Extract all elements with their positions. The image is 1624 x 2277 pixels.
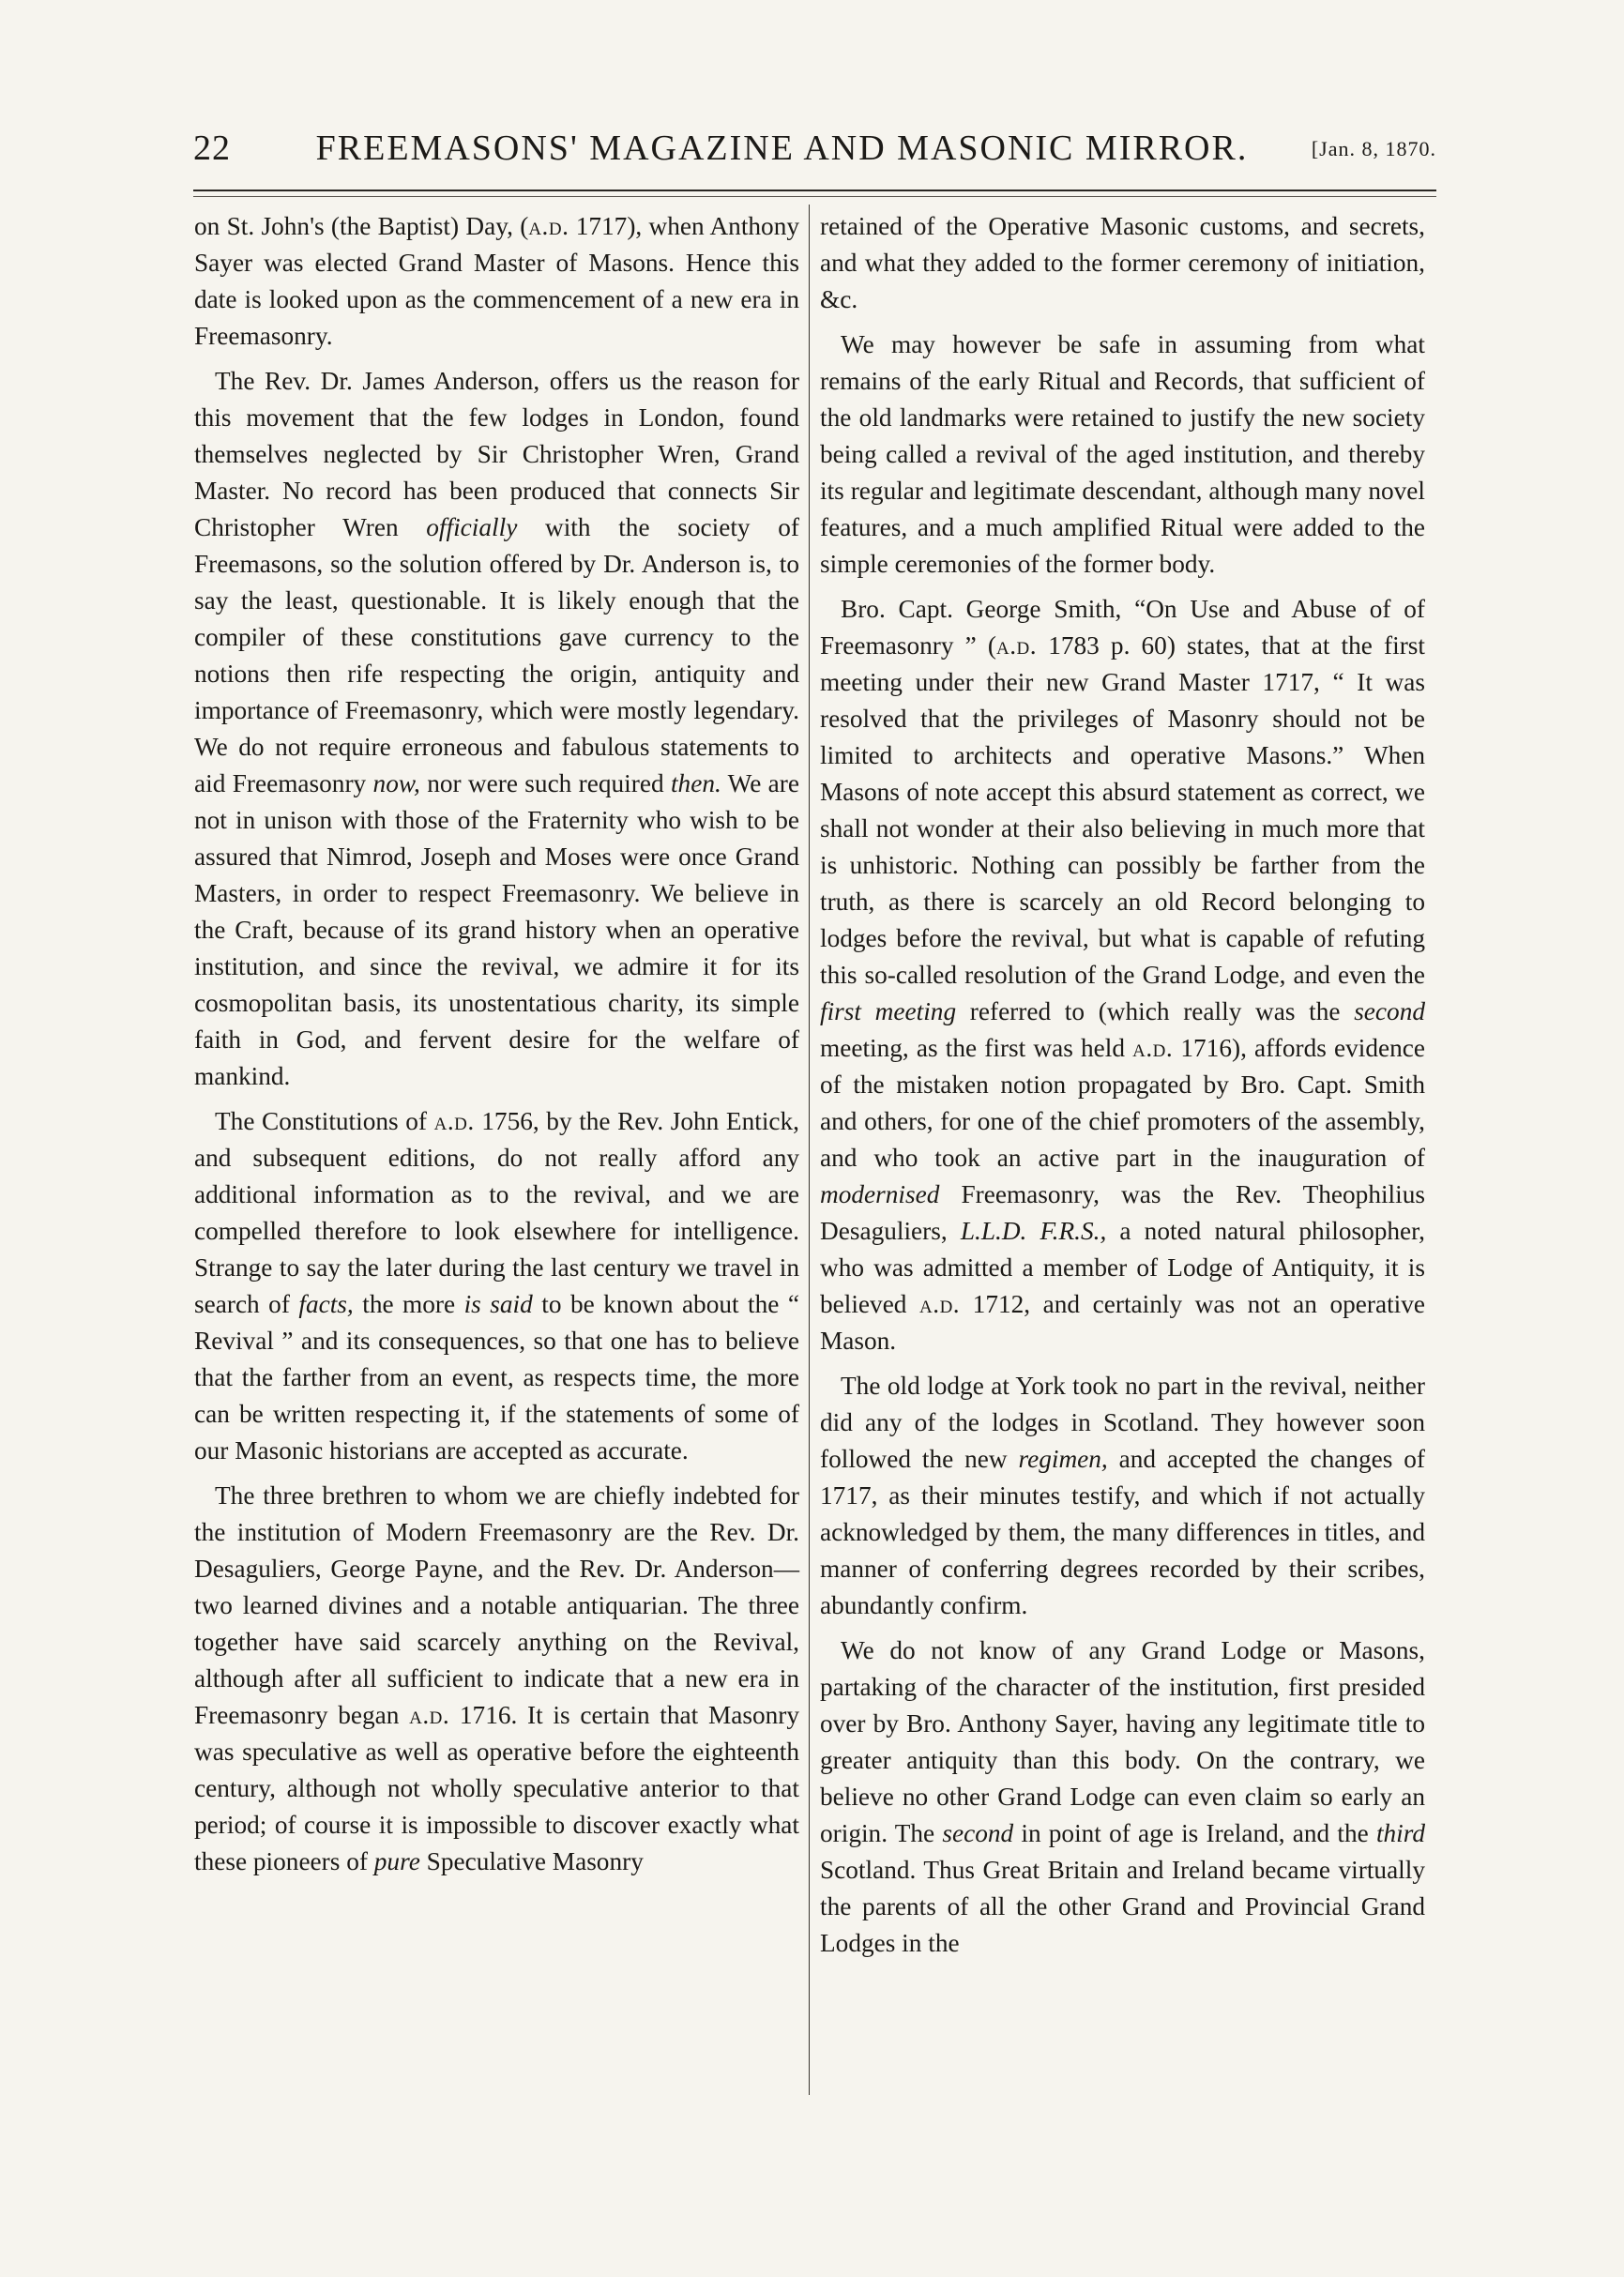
paragraph bbox=[820, 1632, 1425, 1962]
italic-text: officially bbox=[426, 513, 518, 541]
italic-text: third bbox=[1375, 1819, 1426, 1847]
header-rule-thin bbox=[193, 196, 1436, 197]
text-run: We do not know of any Grand Lodge or Masons, partaking of the character of the institution, first presided over by Bro. Anthony Sayer, having any legitimate title to greater antiquity than this body. On the contrary, we believe no other Grand Lodge can even claim so early an origin. The bbox=[820, 1636, 1425, 1847]
text-run: 1783 p. 60) states, that at the first meeting under their new Grand Master 1717, “ It was resolved that the privileges of Masonry should not be limited to architects and operative Masons.” When Masons of note accept this absurd statement as correct, we shall not wonder at their also believing in much more that is unhistoric. Nothing can possibly be farther from the truth, as there is scarcely an old Record belonging to lodges before the revival, but what is capable of refuting this so-called resolution of the Grand Lodge, and even the bbox=[820, 631, 1425, 989]
text-run: Scotland. Thus Great Britain and Ireland became virtually the parents of all the other Grand and Provincial Grand Lodges in the bbox=[820, 1856, 1425, 1957]
page-header bbox=[193, 128, 1436, 190]
italic-text: is said bbox=[463, 1290, 533, 1318]
header-rule bbox=[193, 190, 1436, 191]
text-run: nor were such required bbox=[419, 769, 671, 797]
text-run: referred to (which really was the bbox=[956, 997, 1355, 1025]
text-run: 1716), affords evidence of the mistaken notion propagated by Bro. Capt. Smith and others, for one of the chief promoters of the assembly, and who took an active part in the inauguration of bbox=[820, 1034, 1425, 1172]
paragraph bbox=[194, 208, 799, 355]
text-run: The Rev. Dr. James Anderson, offers us the reason for this movement that the few lodges in London, found themselves neglected by Sir Christopher Wren, Grand Master. No record has been produced that connects Sir Christopher Wren bbox=[194, 367, 799, 541]
issue-date: [Jan. 8, 1870. bbox=[1311, 137, 1436, 160]
era-abbrev: a.d. bbox=[1132, 1034, 1174, 1062]
paragraph bbox=[194, 1103, 799, 1469]
era-abbrev: a.d. bbox=[995, 631, 1038, 660]
italic-text: L.L.D. F.R.S., bbox=[960, 1217, 1107, 1245]
paragraph bbox=[194, 1478, 799, 1880]
left-column bbox=[194, 208, 799, 1889]
italic-text: regimen, bbox=[1018, 1445, 1108, 1473]
text-run: the more bbox=[353, 1290, 464, 1318]
paragraph bbox=[194, 363, 799, 1095]
text-run: meeting, as the first was held bbox=[820, 1034, 1133, 1062]
text-run: 1717), when Anthony Sayer was elected Grand Master of Masons. Hence this date is looked upon as the commencement of a new era in Freemasonry. bbox=[194, 212, 800, 350]
text-run: 1716. It is certain that Masonry was speculative as well as operative before the eighteenth century, although not wholly speculative anterior to that period; of course it is impossible to discover exactly what these pioneers of bbox=[194, 1701, 799, 1875]
text-run: 1756, by the Rev. John Entick, and subsequent editions, do not really afford any additional information as to the revival, and we are compelled therefore to look elsewhere for intelligence. Strange to say the later during the last century we travel in search of bbox=[194, 1107, 800, 1318]
era-abbrev: a.d. bbox=[433, 1107, 475, 1135]
text-run: Freemasonry, was the Rev. Theophilius Desaguliers, bbox=[820, 1180, 1425, 1245]
text-run: and accepted the changes of 1717, as their minutes testify, and which if not actually acknowledged by them, the many differences in titles, and manner of conferring degrees recorded by their scribes, abundantly confirm. bbox=[820, 1445, 1425, 1619]
italic-text: second bbox=[942, 1819, 1014, 1847]
column-divider bbox=[809, 205, 810, 2095]
paragraph bbox=[820, 1368, 1425, 1624]
text-run: We are not in unison with those of the Fraternity who wish to be assured that Nimrod, Joseph and Moses were once Grand Masters, in order to respect Freemasonry. We believe in the Craft, because of its grand history when an operative institution, and since the revival, we admire it for its cosmopolitan basis, its unostentatious charity, its simple faith in God, and fervent desire for the welfare of mankind. bbox=[194, 769, 799, 1090]
text-run: Speculative Masonry bbox=[419, 1847, 644, 1875]
text-run: Bro. Capt. George Smith, “On Use and Abuse of of Freemasonry ” ( bbox=[820, 595, 1425, 660]
right-column bbox=[820, 208, 1425, 1970]
era-abbrev: a.d. bbox=[409, 1701, 450, 1729]
italic-text: facts, bbox=[298, 1290, 354, 1318]
paragraph: We may however be safe in assuming from what remains of the early Ritual and Records, that sufficient of the old landmarks were retained to justify the new society being called a revival of the aged institution, and thereby its regular and legitimate descendant, although many novel features, and a much amplified Ritual were added to the simple ceremonies of the former body. bbox=[820, 330, 1425, 578]
era-abbrev: a.d. bbox=[528, 212, 569, 240]
text-run: a noted natural philosopher, who was admitted a member of Lodge of Antiquity, it is believed bbox=[820, 1217, 1425, 1318]
italic-text: second bbox=[1354, 997, 1425, 1025]
text-run: on St. John's (the Baptist) Day, ( bbox=[194, 212, 529, 240]
text-run: The Constitutions of bbox=[215, 1107, 434, 1135]
text-run: The three brethren to whom we are chiefly indebted for the institution of Modern Freemasonry are the Rev. Dr. Desaguliers, George Payne, and the Rev. Dr. Anderson—two learned divines and a notable antiquarian. The three together have said scarcely anything on the Revival, although after all sufficient to indicate that a new era in Freemasonry began bbox=[194, 1481, 799, 1729]
page-number: 22 bbox=[193, 129, 231, 168]
paragraph bbox=[820, 591, 1425, 1359]
text-run: 1712, and certainly was not an operative Mason. bbox=[820, 1290, 1425, 1355]
paragraph: retained of the Operative Masonic customs, and secrets, and what they added to the former ceremony of initiation, &c. bbox=[820, 212, 1425, 313]
italic-text: first meeting bbox=[820, 997, 957, 1025]
text-run: to be known about the “ Revival ” and its consequences, so that one has to believe that the farther from an event, as respects time, the more can be written respecting it, if the statements of some of our Masonic historians are accepted as accurate. bbox=[194, 1290, 799, 1465]
running-title: FREEMASONS' MAGAZINE AND MASONIC MIRROR. bbox=[315, 129, 1249, 168]
italic-text: now, bbox=[372, 769, 420, 797]
era-abbrev: a.d. bbox=[919, 1290, 961, 1318]
text-run: in point of age is Ireland, and the bbox=[1013, 1819, 1376, 1847]
text-run: The old lodge at York took no part in the revival, neither did any of the lodges in Scotland. They however soon followed the new bbox=[820, 1372, 1425, 1473]
italic-text: modernised bbox=[820, 1180, 940, 1208]
italic-text: pure bbox=[373, 1847, 420, 1875]
text-run: with the society of Freemasons, so the solution offered by Dr. Anderson is, to say the least, questionable. It is likely enough that the compiler of these constitutions gave currency to the notions then rife respecting the origin, antiquity and importance of Freemasonry, which were mostly legendary. We do not require erroneous and fabulous statements to aid Freemasonry bbox=[194, 513, 799, 797]
italic-text: then. bbox=[670, 769, 721, 797]
